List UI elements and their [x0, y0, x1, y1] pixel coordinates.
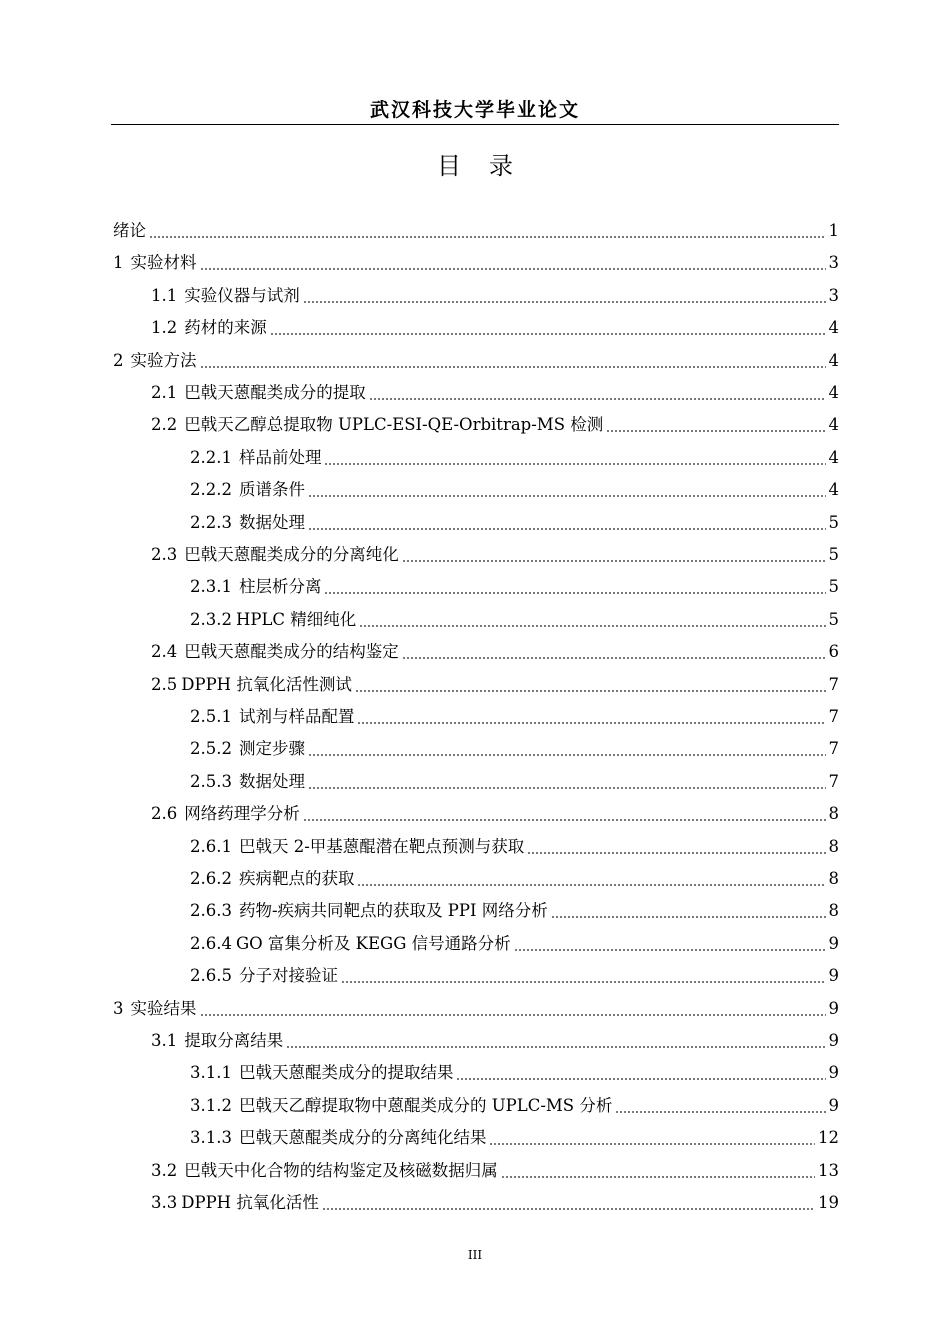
toc-dot-leader [200, 1014, 826, 1016]
toc-entry[interactable] [151, 377, 839, 409]
toc-entry[interactable] [113, 247, 839, 279]
header-divider [111, 124, 839, 125]
toc-entry[interactable] [190, 604, 839, 636]
toc-entry-label: 数据处理 [238, 771, 305, 791]
toc-dot-leader [341, 981, 826, 983]
toc-entry-number: 3.2 [151, 1160, 178, 1180]
toc-entry-label: 巴戟天乙醇提取物中蒽醌类成分的 UPLC-MS 分析 [238, 1095, 613, 1115]
toc-entry-number: 2.3 [151, 545, 178, 564]
toc-entry[interactable] [190, 571, 839, 603]
toc-entry-number: 2.3.1 [190, 577, 232, 597]
toc-entry-number: 3.3 [151, 1193, 178, 1212]
toc-entry-page: 5 [828, 545, 839, 564]
toc-entry[interactable] [113, 215, 839, 247]
toc-entry-label: 实验结果 [130, 998, 197, 1018]
toc-entry[interactable] [190, 863, 839, 895]
toc-entry-label: 试剂与样品配置 [238, 707, 355, 726]
toc-dot-leader [355, 690, 826, 692]
toc-dot-leader [149, 236, 826, 238]
toc-entry-number: 3.1.1 [190, 1063, 232, 1083]
toc-dot-leader [308, 528, 826, 530]
toc-entry-number: 2.2.3 [190, 512, 232, 532]
toc-entry[interactable] [113, 345, 839, 377]
toc-entry-label: 网络药理学分析 [184, 804, 300, 824]
toc-entry-page: 4 [828, 383, 839, 402]
toc-entry-number: 2.6.5 [190, 966, 232, 986]
toc-entry[interactable] [190, 1090, 839, 1122]
toc-entry[interactable] [151, 1155, 839, 1187]
toc-entry-label: 实验材料 [130, 253, 197, 273]
toc-dot-leader [615, 1111, 825, 1113]
toc-dot-leader [357, 884, 825, 886]
toc-dot-leader [551, 916, 826, 918]
toc-entry-page: 4 [828, 318, 839, 338]
toc-entry-page: 9 [828, 933, 839, 953]
toc-entry-page: 5 [828, 577, 839, 597]
toc-entry-label: 分子对接验证 [238, 966, 338, 986]
toc-entry-label: 巴戟天蒽醌类成分的分离纯化 [184, 545, 399, 564]
toc-dot-leader [402, 560, 826, 562]
toc-dot-leader [200, 268, 826, 270]
toc-entry[interactable] [190, 831, 839, 863]
toc-dot-leader [308, 754, 826, 756]
toc-entry-label: 巴戟天蒽醌类成分的分离纯化结果 [238, 1128, 487, 1148]
toc-entry-number: 3.1 [151, 1031, 178, 1050]
toc-entry-page: 7 [828, 739, 839, 759]
toc-entry[interactable] [190, 507, 839, 539]
toc-entry-page: 1 [828, 221, 839, 240]
toc-entry-page: 4 [828, 350, 839, 370]
toc-dot-leader [369, 398, 826, 400]
toc-entry-number: 2.6.4 [190, 933, 232, 953]
toc-entry-page: 9 [828, 966, 839, 986]
toc-entry-number: 2.6.1 [190, 836, 232, 856]
toc-entry[interactable] [190, 701, 839, 733]
toc-entry-page: 7 [828, 771, 839, 791]
toc-entry-label: GO 富集分析及 KEGG 信号通路分析 [235, 933, 511, 953]
toc-entry[interactable] [113, 993, 839, 1025]
toc-entry-number: 2.6.3 [190, 901, 232, 921]
toc-entry-label: 柱层析分离 [238, 577, 322, 597]
toc-entry[interactable] [151, 1025, 839, 1057]
toc-entry-label: 质谱条件 [238, 480, 305, 500]
toc-entry-page: 4 [828, 415, 839, 435]
toc-entry[interactable] [190, 474, 839, 506]
toc-dot-leader [501, 1176, 815, 1178]
toc-entry-number: 2.5.3 [190, 771, 232, 791]
toc-dot-leader [286, 1046, 825, 1048]
toc-entry-number: 1.1 [151, 285, 178, 305]
toc-entry-label: 提取分离结果 [184, 1031, 284, 1050]
toc-entry[interactable] [151, 669, 839, 701]
toc-dot-leader [489, 1143, 815, 1145]
toc-entry[interactable] [190, 1057, 839, 1089]
toc-entry-label: 样品前处理 [238, 447, 322, 467]
toc-entry-number: 3.1.2 [190, 1095, 232, 1115]
toc-entry-number: 1 [113, 253, 124, 273]
toc-dot-leader [303, 819, 826, 821]
toc-dot-leader [606, 430, 825, 432]
toc-entry-page: 3 [828, 285, 839, 305]
toc-dot-leader [200, 366, 826, 368]
toc-entry-label: 数据处理 [238, 512, 305, 532]
toc-entry[interactable] [190, 442, 839, 474]
toc-entry-label: 巴戟天 2-甲基蒽醌潜在靶点预测与获取 [238, 836, 525, 856]
toc-dot-leader [303, 301, 826, 303]
toc-entry-page: 19 [818, 1193, 839, 1212]
page-number: III [467, 1248, 483, 1262]
toc-entry-label: 疾病靶点的获取 [238, 869, 355, 888]
toc-entry-label: DPPH 抗氧化活性 [181, 1193, 319, 1212]
toc-dot-leader [357, 722, 825, 724]
toc-dot-leader [324, 463, 825, 465]
toc-entry-number: 3.1.3 [190, 1128, 232, 1148]
toc-dot-leader [402, 657, 826, 659]
toc-entry-number: 2.2 [151, 415, 178, 435]
toc-entry-number: 2.5 [151, 674, 178, 694]
toc-entry-page: 5 [828, 609, 839, 629]
toc-entry[interactable] [151, 636, 839, 668]
toc-entry-number: 2 [113, 350, 124, 370]
toc-entry-label: 巴戟天中化合物的结构鉴定及核磁数据归属 [184, 1160, 498, 1180]
toc-entry[interactable] [190, 960, 839, 992]
toc-entry[interactable] [151, 312, 839, 344]
toc-entry-label: 实验仪器与试剂 [184, 285, 300, 305]
toc-entry-page: 9 [828, 1031, 839, 1050]
toc-entry-page: 8 [828, 901, 839, 921]
toc-entry[interactable] [151, 409, 839, 441]
toc-entry-page: 13 [818, 1160, 839, 1180]
toc-entry-page: 3 [828, 253, 839, 273]
toc-title: 目录 [437, 152, 541, 180]
toc-entry-page: 6 [828, 642, 839, 662]
toc-entry-label: 巴戟天蒽醌类成分的结构鉴定 [184, 642, 399, 662]
toc-dot-leader [456, 1078, 825, 1080]
toc-entry-number: 2.5.2 [190, 739, 232, 759]
toc-entry-page: 4 [828, 480, 839, 500]
toc-entry-page: 9 [828, 1063, 839, 1083]
toc-entry[interactable] [151, 1187, 839, 1219]
toc-entry-page: 9 [828, 998, 839, 1018]
toc-entry-number: 2.5.1 [190, 707, 232, 726]
toc-entry-number: 2.6 [151, 804, 178, 824]
toc-entry-number: 2.2.2 [190, 480, 232, 500]
toc-entry[interactable] [190, 928, 839, 960]
toc-entry-page: 12 [818, 1128, 839, 1148]
toc-entry-number: 1.2 [151, 318, 178, 338]
toc-entry-number: 2.3.2 [190, 609, 232, 629]
toc-entry[interactable] [190, 895, 839, 927]
toc-dot-leader [308, 495, 826, 497]
toc-entry-label: DPPH 抗氧化活性测试 [181, 674, 352, 694]
toc-dot-leader [527, 852, 825, 854]
toc-entry-page: 8 [828, 869, 839, 888]
toc-dot-leader [322, 1208, 815, 1210]
toc-entry-number: 2.2.1 [190, 447, 232, 467]
toc-entry[interactable] [151, 280, 839, 312]
toc-entry-label: 药材的来源 [184, 318, 267, 338]
toc-entry-page: 9 [828, 1095, 839, 1115]
toc-entry-label: 测定步骤 [238, 739, 305, 759]
toc-entry-number: 2.1 [151, 383, 178, 402]
toc-entry-label: 巴戟天蒽醌类成分的提取 [184, 383, 366, 402]
toc-entry-page: 4 [828, 447, 839, 467]
toc-dot-leader [270, 333, 826, 335]
toc-entry[interactable] [190, 766, 839, 798]
toc-entry-label: 巴戟天蒽醌类成分的提取结果 [238, 1063, 454, 1083]
toc-entry-label: 巴戟天乙醇总提取物 UPLC-ESI-QE-Orbitrap-MS 检测 [184, 415, 604, 435]
toc-entry-page: 7 [828, 674, 839, 694]
toc-entry-label: 绪论 [113, 221, 146, 240]
toc-entry-number: 2.6.2 [190, 869, 232, 888]
toc-dot-leader [514, 949, 826, 951]
toc-entry-number: 3 [113, 998, 124, 1018]
toc-entry-page: 8 [828, 804, 839, 824]
toc-entry[interactable] [190, 1122, 839, 1154]
toc-entry[interactable] [190, 733, 839, 765]
toc-entry[interactable] [151, 798, 839, 830]
toc-entry-label: HPLC 精细纯化 [235, 609, 357, 629]
toc-dot-leader [324, 592, 825, 594]
toc-entry-page: 5 [828, 512, 839, 532]
thesis-header-title: 武汉科技大学毕业论文 [369, 99, 580, 121]
toc-entry-label: 药物-疾病共同靶点的获取及 PPI 网络分析 [238, 901, 548, 921]
toc-dot-leader [359, 625, 825, 627]
toc-entry-page: 8 [828, 836, 839, 856]
toc-entry-number: 2.4 [151, 642, 178, 662]
toc-entry[interactable] [151, 539, 839, 571]
toc-dot-leader [308, 787, 826, 789]
toc-entry-label: 实验方法 [130, 350, 197, 370]
toc-entry-page: 7 [828, 707, 839, 726]
